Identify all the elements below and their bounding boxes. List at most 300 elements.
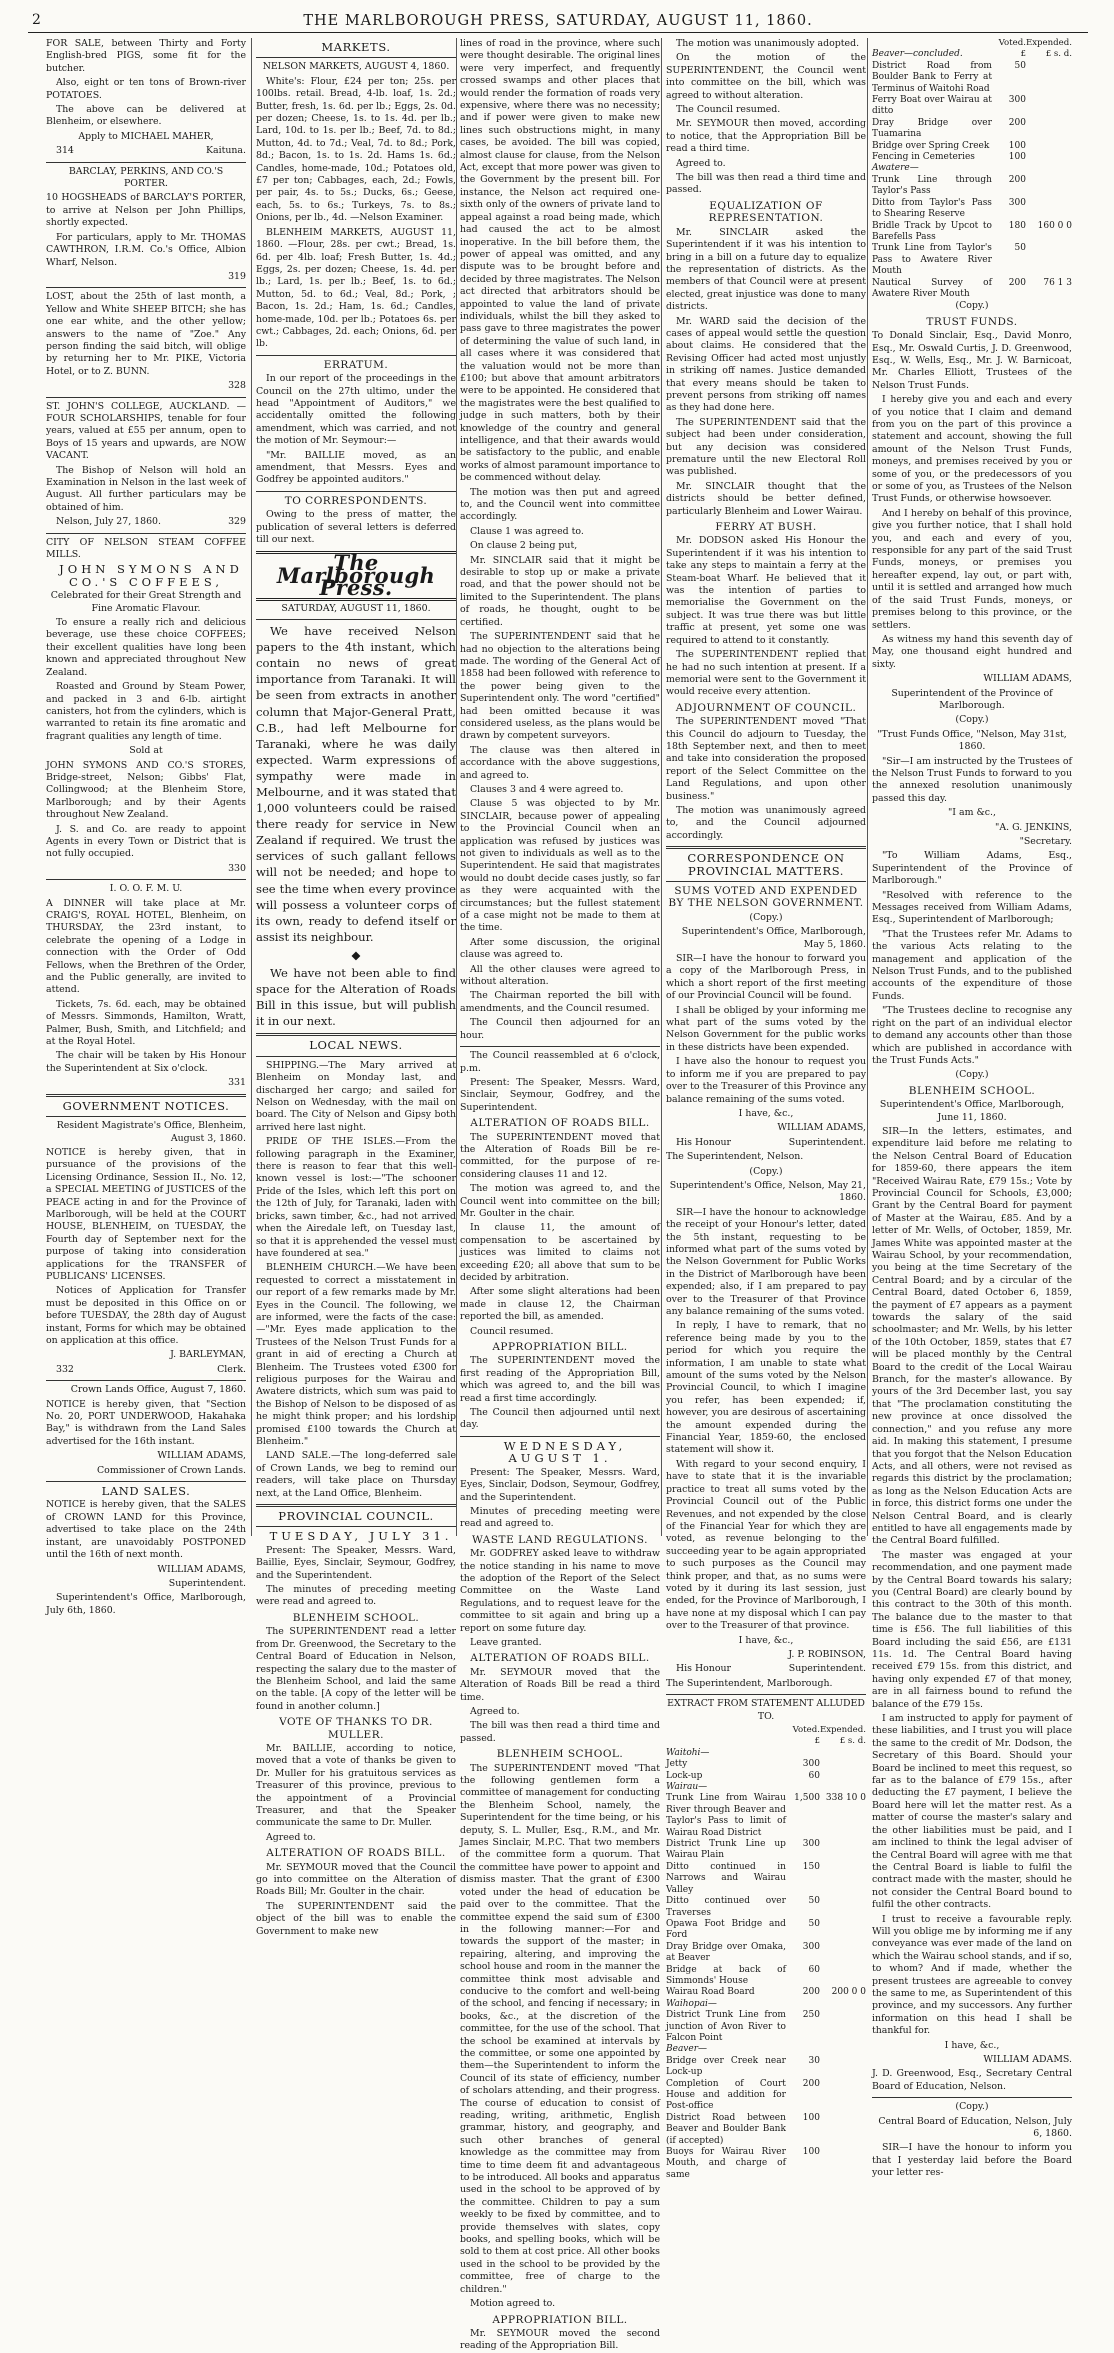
advert-coffee bbox=[46, 537, 246, 876]
subheading: VOTE OF THANKS TO DR. MULLER. bbox=[279, 1716, 433, 1741]
notice-role: Clerk. bbox=[217, 1363, 246, 1375]
table-row bbox=[666, 1942, 866, 1965]
article-text: In our report of the proceedings in the Council on the 27th ultimo, under the head "Appointment of Auditors," we accidentally omitted the following amendment, which was carried, and not the motion of Mr. Seymour:— bbox=[256, 373, 456, 447]
table-row bbox=[872, 163, 1072, 174]
table-cell-voted: 300 bbox=[802, 1941, 820, 1952]
table-cell-item: Awatere— bbox=[872, 163, 919, 174]
letter-closing: I have, &c., bbox=[738, 1107, 794, 1119]
advert-text: A DINNER will take place at Mr. CRAIG'S, ROYAL HOTEL, Blenheim, on THURSDAY, the 23rd instant, to celebrate the opening of a Lodge in connection with the Order of Odd Fellows, when the Brethren of the Order, and the Public generally, are invited to attend. bbox=[46, 897, 246, 996]
advert-text: JOHN SYMONS AND CO.'S STORES, Bridge-street, Nelson; Gibbs' Flat, Collingwood; at the Blenheim Store, Marlborough; and by their Agents throughout New Zealand. bbox=[46, 759, 246, 821]
advert-brand: JOHN SYMONS AND CO.'S COFFEES, bbox=[59, 562, 243, 589]
article-text: Minutes of preceding meeting were read and agreed to. bbox=[460, 1505, 660, 1530]
table-row bbox=[872, 141, 1072, 152]
subheading: ADJOURNMENT OF COUNCIL. bbox=[675, 701, 857, 714]
table-cell-exp bbox=[820, 1919, 866, 1942]
advert-text: For particulars, apply to Mr. THOMAS CAWTHRON, I.R.M. Co.'s Office, Albion Wharf, Nelson. bbox=[46, 231, 246, 268]
letter-text: "That the Trustees refer Mr. Adams to the various Acts relating to the management and application of the Nelson Trust Funds, and to the published accounts of the expenditure of those Funds. bbox=[872, 928, 1072, 1002]
subheading: TRUST FUNDS. bbox=[926, 315, 1018, 328]
notice-text: NOTICE is hereby given, that "Section No. 20, PORT UNDERWOOD, Hakahaka Bay," is withdrawn from the Land Sales advertised for the 16th instant. bbox=[46, 1398, 246, 1447]
table-row bbox=[666, 1965, 866, 1988]
divider bbox=[46, 1094, 246, 1097]
article-text: The Council reassembled at 6 o'clock, p.m. bbox=[460, 1050, 660, 1074]
letter-text: I shall be obliged by your informing me what part of the sums voted by the Nelson Government for the public works in these districts have been expended. bbox=[666, 1004, 866, 1053]
table-unit-row bbox=[666, 1736, 866, 1747]
copy-label: (Copy.) bbox=[955, 300, 989, 312]
table-cell-voted: 180 bbox=[1008, 220, 1026, 231]
table-row bbox=[666, 1793, 866, 1839]
notice-signature: WILLIAM ADAMS, bbox=[157, 1450, 246, 1462]
table-unit-row bbox=[872, 49, 1072, 60]
table-cell-item: District Road from Boulder Bank to Ferry at Terminus of Waitohi Road bbox=[872, 60, 992, 94]
divider bbox=[46, 162, 246, 163]
notice-signature: J. BARLEYMAN, bbox=[170, 1349, 246, 1361]
subheading: FERRY AT BUSH. bbox=[715, 521, 817, 534]
article-text: All the other clauses were agreed to without alteration. bbox=[460, 963, 660, 988]
newspaper-flag: The Marlborough Press. bbox=[256, 551, 456, 600]
expenditure-table bbox=[666, 1725, 866, 2181]
table-cell-item: Trunk Line from Taylor's Pass to Awatere River Mouth bbox=[872, 243, 992, 277]
letter-text: With regard to your second enquiry, I have to state that it is the invariable practice to treat all sums voted by the Provincial Council out of the Public Revenues, and not expended by the close of the Financial Year for which they are voted, as revenue belonging to the succeeding year to be again appropriated to such purposes as the Council may think proper, and that, as no sums were voted by it during its last session, just ended, for the Province of Marlborough, I have none at my disposal which I can pay over to the Treasurer of that province. bbox=[666, 1458, 866, 1632]
section-heading: MARKETS. bbox=[321, 40, 391, 54]
table-cell-exp bbox=[1026, 152, 1072, 163]
article-text: Mr. SEYMOUR then moved, according to notice, that the Appropriation Bill be read a third time. bbox=[666, 118, 866, 155]
table-row bbox=[872, 95, 1072, 118]
table-header-row bbox=[872, 38, 1072, 49]
subheading: ALTERATION OF ROADS BILL. bbox=[470, 1117, 650, 1130]
article-text: SHIPPING.—The Mary arrived at Blenheim on Monday last, and discharged her cargo; and sailed for Nelson on Wednesday, with the mail on board. The City of Nelson and Gipsy both arrived here last night. bbox=[256, 1059, 456, 1133]
letter-role: Superintendent. bbox=[788, 1663, 866, 1675]
divider bbox=[256, 1056, 456, 1057]
table-row bbox=[666, 1999, 866, 2010]
divider bbox=[256, 355, 456, 356]
table-cell-voted: 100 bbox=[802, 2147, 820, 2158]
table-cell-exp bbox=[820, 2056, 866, 2079]
article-text: Mr. SINCLAIR asked the Superintendent if it was his intention to bring in a bill on a future day to equalize the representation of districts. As the members of that Council were at present elected, great injustice was done to many districts. bbox=[666, 226, 866, 313]
advert-date: Nelson, July 27, 1860. bbox=[56, 516, 162, 528]
divider bbox=[46, 1380, 246, 1381]
divider bbox=[46, 397, 246, 398]
notice-footer bbox=[46, 1364, 246, 1376]
subheading: WEDNESDAY, AUGUST 1. bbox=[503, 1438, 627, 1466]
column-2 bbox=[256, 38, 456, 1937]
notice-office: Resident Magistrate's Office, Blenheim, August 3, 1860. bbox=[56, 1120, 246, 1144]
article-text: The motion was agreed to, and the Council went into committee on the bill; Mr. Goulter in the chair. bbox=[460, 1183, 660, 1219]
subheading: EXTRACT FROM STATEMENT ALLUDED TO. bbox=[667, 1698, 865, 1722]
table-header-row bbox=[666, 1725, 866, 1736]
subheading: ALTERATION OF ROADS BILL. bbox=[470, 1652, 650, 1665]
table-cell-item: Waihopai— bbox=[666, 1998, 717, 2009]
notice-office: Superintendent's Office, Marlborough, July 6th, 1860. bbox=[46, 1592, 246, 1616]
table-cell-item: Fencing in Cemeteries bbox=[872, 152, 975, 163]
advert-footer bbox=[46, 145, 246, 157]
table-cell-item: Completion of Court House and addition for Post-office bbox=[666, 2078, 786, 2112]
column-3 bbox=[460, 38, 661, 2352]
letter-text: I hereby give you and each and every of you notice that I claim and demand from you on the part of this province a statement and account, showing the full amount of the Nelson Trust Funds, moneys, and premises received by you or some of you, or the predecessors of you or some of you, as Trustees of the Nelson Trust Funds, or otherwise howsoever. bbox=[872, 394, 1072, 505]
article-text: BLENHEIM MARKETS, AUGUST 11, 1860. —Flour, 28s. per cwt.; Bread, 1s. 6d. per 4lb. loaf; Fresh Butter, 1s. 4d.; Eggs, 2s. per dozen; Cheese, 1s. 4d. per lb.; Lard, 1s. per lb.; Beef, 1s. to 6d.; Mutton, 5d. to 6d.; Veal, 8d.; Pork, ; Bacon, 1s. 2d.; Ham, 1s. 6d.; Candles, home-made, 10d. per lb.; Potatoes 6s. per cwt.; Cabbages, 2d. each; Onions, 6d. per lb. bbox=[256, 226, 456, 350]
letter-text: I have also the honour to request you to inform me if you are prepared to pay over to the Treasurer of this Province any balance remaining of the sums voted. bbox=[666, 1056, 866, 1105]
table-cell-exp bbox=[1026, 175, 1072, 198]
letter-text: "Sir—I am instructed by the Trustees of the Nelson Trust Funds to forward to you the annexed resolution unanimously passed this day. bbox=[872, 755, 1072, 804]
letter-office: Superintendent's Office, Marlborough, June 11, 1860. bbox=[879, 1099, 1065, 1123]
letter-text: "Resolved with reference to the Messages received from William Adams, Esq., Superintendent of Marlborough; bbox=[872, 889, 1072, 926]
copy-label: (Copy.) bbox=[749, 1165, 783, 1177]
advert-number: 331 bbox=[228, 1077, 246, 1089]
article-text: Owing to the press of matter, the publication of several letters is deferred till our next. bbox=[256, 509, 456, 546]
table-cell-item: Trunk Line from Wairau River through Beaver and Taylor's Pass to limit of Wairau Road District bbox=[666, 1793, 786, 1838]
subheading: APPROPRIATION BILL. bbox=[492, 2313, 628, 2326]
article-text: Present: The Speaker, Messrs. Ward, Baillie, Eyes, Sinclair, Seymour, Godfrey, and the Superintendent. bbox=[256, 1544, 456, 1581]
divider bbox=[256, 57, 456, 58]
article-text: The motion was then put and agreed to, and the Council went into committee accordingly. bbox=[460, 486, 660, 523]
table-row bbox=[666, 1896, 866, 1919]
letter-signature: "A. G. JENKINS, bbox=[995, 821, 1072, 833]
letter-to: J. D. Greenwood, Esq., Secretary Central Board of Education, Nelson. bbox=[872, 2068, 1072, 2092]
letter-text: SIR—I have the honour to acknowledge the receipt of your Honour's letter, dated the 5th instant, requesting to be informed what part of the sums voted by the Nelson Government for Public Works in the District of Marlborough have been expended; also, if I am prepared to pay over to the Treasurer of that Province any balance remaining of the sums voted. bbox=[666, 1206, 866, 1317]
table-cell-voted: 200 bbox=[1008, 117, 1026, 128]
letter-text: As witness my hand this seventh day of May, one thousand eight hundred and sixty. bbox=[872, 633, 1072, 670]
article-text: Mr. SEYMOUR moved the second reading of the Appropriation Bill. bbox=[460, 2327, 660, 2352]
table-row bbox=[666, 2079, 866, 2113]
table-row bbox=[872, 152, 1072, 163]
column-1 bbox=[46, 38, 247, 1616]
copy-label: (Copy.) bbox=[955, 714, 989, 726]
table-cell-voted: 200 bbox=[802, 2078, 820, 2089]
table-cell-voted: 250 bbox=[802, 2010, 820, 2021]
table-cell-exp: 200 0 0 bbox=[831, 1987, 866, 1998]
article-text: PRIDE OF THE ISLES.—From the following paragraph in the Examiner, there is reason to fear that this well-known vessel is lost:—"The schooner Pride of the Isles, which left this port on the 12th of July, for Taranaki, laden with bricks, sawn timber, &c., had not arrived when the Airedale left, on Tuesday last, so that it is apprehended the vessel must have foundered at sea." bbox=[256, 1136, 456, 1259]
divider bbox=[46, 533, 246, 534]
article-text: The SUPERINTENDENT moved the first reading of the Appropriation Bill, which was agreed to, and the bill was read a first time accordingly. bbox=[460, 1355, 660, 1404]
notice-role: Superintendent. bbox=[168, 1577, 246, 1589]
government-notices bbox=[46, 1100, 246, 1477]
article-text: The minutes of preceding meeting were read and agreed to. bbox=[256, 1584, 456, 1608]
article-text: After some discussion, the original clause was agreed to. bbox=[460, 936, 660, 961]
divider bbox=[46, 879, 246, 880]
letter-footer bbox=[666, 1663, 866, 1675]
table-cell-voted bbox=[786, 1748, 820, 1759]
article-text: The SUPERINTENDENT moved "That this Council do adjourn to Tuesday, the 18th September next, and then to meet and take into consideration the proposed report of the Select Committee on the Land Regulations, and upon other business." bbox=[666, 716, 866, 802]
letter-closing: I have, &c., bbox=[944, 2039, 1000, 2051]
table-cell-voted: 50 bbox=[1014, 243, 1026, 254]
table-cell-exp bbox=[1026, 118, 1072, 141]
table-row bbox=[666, 1759, 866, 1770]
letter-office: Superintendent's Office, Marlborough, May 5, 1860. bbox=[681, 926, 866, 950]
expenditure-table-continued bbox=[872, 38, 1072, 300]
section-heading: LAND SALES. bbox=[101, 1484, 191, 1499]
notice-signature: WILLIAM ADAMS, bbox=[157, 1563, 246, 1575]
advert-lost bbox=[46, 291, 246, 392]
table-cell-item: Waitohi— bbox=[666, 1747, 710, 1758]
table-cell-item: Ditto continued over Traverses bbox=[666, 1896, 786, 1918]
land-sales bbox=[46, 1485, 246, 1617]
article-text: The SUPERINTENDENT moved "That the following gentlemen form a committee of management for conducting the Blenheim School, namely, the Superintendent for the time being, or his deputy, S. L. Muller, Esq., R.M., and Mr. James Sinclair, M.P.C. That two members of the committee form a quorum. That the committee have power to appoint and dismiss master. That the grant of £300 voted under the head of education be paid over to the committee. That the committee expend the said sum of £300 in the following manner:—For and towards the support of the master; in repairing, altering, and improving the school house and room in the manner the committee think most advisable and conducive to the comfort and well-being of the school, and fencing if necessary; in books, &c., at the discretion of the committee, for the use of the school. That the school be examined at intervals by the committee, or some one appointed by them—the Superintendent to inform the Council of its state of efficiency, number of scholars attending, and their progress. The course of education to consist of reading, writing, arithmetic, English grammar, history, and geography, and such other branches of general knowledge as the committee may from time to time deem fit and advantageous to be introduced. All books and apparatus used in the school to be approved of by the committee. Children to pay a sum weekly to be fixed by committee, and to provide themselves with slates, copy books, and spelling books, which will be sold to them at cost price. All other books used in the school to be provided by the committee, free of charge to the children." bbox=[460, 1762, 660, 2295]
table-cell-item: Jetty bbox=[666, 1759, 688, 1770]
table-cell-exp bbox=[820, 2147, 866, 2181]
letter-signature: WILLIAM ADAMS. bbox=[983, 2054, 1072, 2065]
section-heading: CORRESPONDENCE ON PROVINCIAL MATTERS. bbox=[687, 851, 845, 878]
article-text: The motion was unanimously agreed to, and the Council adjourned accordingly. bbox=[666, 804, 866, 841]
article-text: The SUPERINTENDENT said that he had no objection to the alterations being made. The wording of the General Act of 1858 had been followed with reference to the power being given to the Superintendent only. The word "certified" had been omitted because it was considered useless, as the plans would be drawn by competent surveyors. bbox=[460, 631, 660, 742]
table-cell-exp bbox=[820, 2113, 866, 2147]
table-cell-voted: 50 bbox=[808, 1896, 820, 1907]
advert-signature: Apply to MICHAEL MAHER, bbox=[78, 130, 214, 142]
article-text: The SUPERINTENDENT moved that the Alteration of Roads Bill be re-committed, for the purpose of re-considering clauses 11 and 12. bbox=[460, 1131, 660, 1180]
table-cell-exp bbox=[1026, 95, 1072, 118]
article-text: Motion agreed to. bbox=[470, 2298, 556, 2310]
article-text: Mr. SINCLAIR thought that the districts should be better defined, particularly Blenheim and Lower Wairau. bbox=[666, 480, 866, 517]
advert-text: The above can be delivered at Blenheim, or elsewhere. bbox=[46, 104, 246, 128]
table-cell-exp: 160 0 0 bbox=[1037, 220, 1072, 231]
letter-role: Superintendent of the Province of Marlborough. bbox=[891, 687, 1053, 711]
table-cell-voted: 60 bbox=[808, 1770, 820, 1781]
table-cell-exp bbox=[820, 1999, 866, 2010]
table-cell-voted: 30 bbox=[808, 2055, 820, 2066]
article-text: "Mr. BAILLIE moved, as an amendment, that Messrs. Eyes and Godfrey be appointed auditors." bbox=[256, 449, 456, 486]
table-row bbox=[872, 243, 1072, 277]
article-text: Present: The Speaker, Messrs. Ward, Eyes, Sinclair, Dodson, Seymour, Godfrey, and the Superintendent. bbox=[460, 1466, 660, 1503]
article-text: Leave granted. bbox=[470, 1636, 542, 1648]
letter-text: "The Trustees decline to recognise any right on the part of an individual elector to demand any accounts other than those which are published in accordance with the Trust Funds Acts." bbox=[872, 1005, 1072, 1066]
divider bbox=[256, 491, 456, 492]
divider bbox=[256, 1526, 456, 1527]
column-5 bbox=[872, 38, 1072, 2179]
letter-signature: WILLIAM ADAMS, bbox=[983, 673, 1072, 685]
article-text: The Council resumed. bbox=[676, 104, 781, 116]
table-cell-exp bbox=[1026, 198, 1072, 221]
advert-text: Also, eight or ten tons of Brown-river POTATOES. bbox=[46, 77, 246, 101]
table-cell-voted: 200 bbox=[802, 1987, 820, 1998]
article-text: Mr. BAILLIE, according to notice, moved that a vote of thanks be given to Dr. Muller for his gratuitous services as Treasurer of this province, previous to the appointment of a Provincial Treasurer, and that the Speaker communicate the same to Dr. Muller. bbox=[256, 1742, 456, 1829]
section-heading: GOVERNMENT NOTICES. bbox=[62, 1098, 230, 1113]
table-cell-item: District Trunk Line up Wairau Plain bbox=[666, 1839, 786, 1861]
letter-to: "To William Adams, Esq., Superintendent of the Province of Marlborough." bbox=[872, 850, 1072, 887]
letter-text: I trust to receive a favourable reply. Will you oblige me by informing me if any conveyance was ever made of the land on which the Wairau school stands, and if so, to whom? And if made, whether the present trustees are agreeable to convey the same to me, as Superintendent of this province, and my successors. Any further information on this head I shall be thankful for. bbox=[872, 1913, 1072, 2037]
table-cell-item: Lock-up bbox=[666, 1770, 703, 1781]
letter-text: SIR—I have the honour to forward you a copy of the Marlborough Press, in which a short report of the first meeting of our Provincial Council will be found. bbox=[666, 953, 866, 1002]
table-cell-exp: 76 1 3 bbox=[1043, 277, 1072, 288]
letter-signature: WILLIAM ADAMS, bbox=[777, 1122, 866, 1134]
article-text: On clause 2 being put, bbox=[470, 540, 578, 552]
article-text: Mr. SEYMOUR moved that the Council go into committee on the Alteration of Roads Bill; Mr. Goulter in the chair. bbox=[256, 1861, 456, 1898]
article-text: The clause was then altered in accordance with the above suggestions, and agreed to. bbox=[460, 744, 660, 781]
table-cell-item: Nautical Survey of Awatere River Mouth bbox=[872, 277, 992, 299]
table-cell-item: Buoys for Wairau River Mouth, and charge of same bbox=[666, 2147, 786, 2180]
advert-text: Roasted and Ground by Steam Power, and packed in 3 and 6-lb. airtight canisters, hot from the cylinders, which is warranted to retain its fine aromatic and fragrant qualities any length of time. bbox=[46, 681, 247, 742]
table-cell-exp bbox=[820, 1896, 866, 1919]
notice-role: Commissioner of Crown Lands. bbox=[97, 1464, 246, 1476]
divider bbox=[460, 1436, 660, 1437]
divider bbox=[460, 1046, 660, 1047]
subheading: BLENHEIM SCHOOL. bbox=[292, 1611, 420, 1624]
table-row bbox=[666, 1782, 866, 1793]
article-text: In clause 11, the amount of compensation to be ascertained by justices was limited to claims not exceeding £20; all above that sum to be decided by arbitration. bbox=[460, 1222, 660, 1283]
table-row bbox=[872, 118, 1072, 141]
table-cell-voted: 100 bbox=[1008, 140, 1026, 151]
advert-heading: I. O. O. F. M. U. bbox=[109, 883, 183, 895]
notice-office: Crown Lands Office, August 7, 1860. bbox=[70, 1384, 246, 1396]
letter-text: And I hereby on behalf of this province, give you further notice, that I shall hold you, and each and every of you, responsible for any part of the said Trust Funds, moneys, or premises you hereafter expend, lay out, or part with, until it is settled and arranged how much of the said Trust Funds, moneys, or premises belong to this province, or the settlers. bbox=[872, 507, 1072, 631]
subheading: NELSON MARKETS, AUGUST 4, 1860. bbox=[262, 61, 450, 73]
article-text: The Council then adjourned until next day. bbox=[460, 1407, 660, 1431]
table-cell-item: Wairau— bbox=[666, 1782, 708, 1793]
flag-date: SATURDAY, AUGUST 11, 1860. bbox=[281, 602, 431, 614]
table-cell-item: Bridge over Creek near Lock-up bbox=[666, 2055, 786, 2078]
letter-text: The master was engaged at your recommendation, and one payment made by the Central Board towards his salary; you (Central Board) are clearly bound by this contract to the 30th of this month. The balance due to the master to that time is £56. The full liabilities of this Board including the said £56, are £131 11s. 1d. The Central Board having received £79 15s. from this district, and having only expended £7 of that money, are in all fairness bound to refund the balance of the £79 15s. bbox=[872, 1549, 1072, 1710]
table-cell-exp bbox=[820, 2044, 866, 2055]
table-cell-item: Beaver— bbox=[666, 2044, 708, 2055]
letter-to: The Superintendent, Nelson. bbox=[666, 1151, 804, 1163]
article-text: On the motion of the SUPERINTENDENT, the Council went into committee on the bill, which was agreed to without alteration. bbox=[666, 52, 866, 101]
article-text: The bill was then read a third time and passed. bbox=[666, 172, 866, 196]
table-cell-exp bbox=[820, 1839, 866, 1862]
table-cell-voted: 300 bbox=[802, 1839, 820, 1850]
table-cell-exp bbox=[820, 1965, 866, 1988]
letter-signature: J. P. ROBINSON, bbox=[788, 1648, 866, 1660]
letter-footer bbox=[666, 1137, 866, 1149]
letter-office: Central Board of Education, Nelson, July 6, 1860. bbox=[878, 2115, 1072, 2140]
table-cell-item: District Trunk Line from junction of Avon River to Falcon Point bbox=[666, 2010, 786, 2043]
letter-text: I am instructed to apply for payment of these liabilities, and I trust you will place the same to the credit of Mr. Dodson, the Secretary of this Board. Should your Board be inclined to meet this request, so far as to the balance of £79 15s., after deducting the £7 payment, I believe the Board here will let the matter rest. As a matter of course the master's salary and the other liabilities must be paid, and I am inclined to think the legal adviser of the Central Board will agree with me that the Central Board is liable to fulfil the contract made with the master, should he not consider the Central Board bound to fulfil the other contracts. bbox=[872, 1713, 1072, 1911]
advert-number: 319 bbox=[228, 270, 246, 282]
article-text: LAND SALE.—The long-deferred sale of Crown Lands, we beg to remind our readers, will take place on Thursday next, at the Land Office, Blenheim. bbox=[256, 1450, 456, 1499]
section-heading: LOCAL NEWS. bbox=[309, 1038, 403, 1053]
article-text: BLENHEIM CHURCH.—We have been requested to correct a misstatement in our report of a few remarks made by Mr. Eyes in the Council. The following, we are informed, were the facts of the case:—"Mr. Eyes made application to the Trustees of the Nelson Trust Funds for a grant in aid of erecting a Church at Blenheim. The Trustees voted £300 for religious purposes for the Wairau and Awatere districts, which sum was paid to the Bishop of Nelson to be disposed of as he might think proper; and his lordship promised £100 towards the Church at Blenheim." bbox=[256, 1262, 456, 1447]
letter-to: His Honour bbox=[676, 1136, 731, 1148]
article-text: Mr. GODFREY asked leave to withdraw the notice standing in his name to move the adoption of the Report of the Select Committee on the Waste Land Regulations, and to request leave for the committee to sit again and bring up a report on some future day. bbox=[460, 1548, 660, 1634]
table-cell-exp bbox=[1026, 61, 1072, 95]
column-unit: £ s. d. bbox=[1045, 49, 1072, 60]
divider bbox=[46, 1481, 246, 1482]
table-cell-item: Bridle Track by Upcot to Barefells Pass bbox=[872, 220, 992, 242]
article-text: Present: The Speaker, Messrs. Ward, Sinclair, Seymour, Godfrey, and the Superintendent. bbox=[460, 1076, 660, 1113]
table-cell-voted bbox=[786, 1782, 820, 1793]
letter-closing: "I am &c., bbox=[947, 807, 996, 819]
column-rule bbox=[456, 38, 457, 1536]
article-text: We have not been able to find space for the Alteration of Roads Bill in this issue, but will publish it in our next. bbox=[256, 966, 456, 1029]
table-cell-exp: 338 10 0 bbox=[825, 1793, 866, 1804]
subheading: SUMS VOTED AND EXPENDED BY THE NELSON GOVERNMENT. bbox=[668, 885, 864, 910]
divider bbox=[46, 287, 246, 288]
article-text: Mr. SINCLAIR said that it might be desirable to stop up or make a private road, and that the power should not be limited to the Superintendent. The plans of roads, he thought, ought to be certified. bbox=[460, 554, 660, 628]
section-heading: TO CORRESPONDENTS. bbox=[284, 494, 428, 507]
advert-number: 314 bbox=[56, 145, 74, 157]
column-unit: £ s. d. bbox=[839, 1736, 866, 1747]
table-cell-exp bbox=[820, 1862, 866, 1896]
article-text: Agreed to. bbox=[266, 1831, 316, 1843]
table-row bbox=[666, 1771, 866, 1782]
table-cell-exp bbox=[1026, 243, 1072, 277]
column-header: Voted. bbox=[998, 38, 1026, 48]
article-text: White's: Flour, £24 per ton; 25s. per 100lbs. retail. Bread, 4-lb. loaf, 1s. 2d.; Butter, fresh, 1s. 6d. per lb.; Eggs, 2s. 0d. per dozen; Cheese, 1s. to 1s. 4d. per lb.; Lard, 10d. to 1s. per lb.; Beef, 7d. to 8d.; Mutton, 4d. to 7d.; Veal, 7d. to 8d.; Pork, 8d.; Bacon, 1s. to 1s. 2d. Hams 1s. 6d.; Candles, home-made, 10d.; Potatoes old, £7 per ton; Cabbages, each, 2d.; Fowls, per pair, 4s. to 5s.; Ducks, 6s.; Geese, each, 5s. to 6s.; Turkeys, 7s. to 8s.; Onions, per lb., 4d. —Nelson Examiner. bbox=[256, 75, 456, 224]
masthead bbox=[28, 10, 1088, 33]
divider bbox=[256, 619, 456, 620]
table-cell-voted: 60 bbox=[808, 1964, 820, 1975]
advert-text: The Bishop of Nelson will hold an Examination in Nelson in the last week of August. All further particulars may be obtained of him. bbox=[46, 464, 246, 513]
table-cell-exp bbox=[1026, 141, 1072, 152]
subheading: BLENHEIM SCHOOL. bbox=[908, 1084, 1036, 1097]
article-text: After some slight alterations had been made in clause 12, the Chairman reported the bill, as amended. bbox=[460, 1286, 660, 1323]
article-text: The Chairman reported the bill with amendments, and the Council resumed. bbox=[460, 990, 660, 1014]
table-cell-exp bbox=[1026, 163, 1072, 174]
notice-text: NOTICE is hereby given, that in pursuance of the provisions of the Licensing Ordinance, Session II., No. 12, a SPECIAL MEETING of JUSTICES of the PEACE acting in and for the Province of Marlborough, will be held at the COURT HOUSE, BLENHEIM, on TUESDAY, the Fourth day of September next for the purpose of taking into consideration applications for the TRANSFER of PUBLICANS' LICENSES. bbox=[46, 1146, 246, 1282]
ornament: ◆ bbox=[351, 947, 361, 962]
article-text: The Council then adjourned for an hour. bbox=[460, 1017, 660, 1041]
advert-text: Sold at bbox=[129, 745, 163, 757]
subheading: TUESDAY, JULY 31. bbox=[269, 1529, 453, 1544]
article-text: The SUPERINTENDENT said the object of the bill was to enable the Government to make new bbox=[256, 1900, 456, 1937]
article-text: Mr. DODSON asked His Honour the Superintendent if it was his intention to take any steps to maintain a ferry at the Steam-boat Wharf. He believed that it was the intention of parties to memorialise the Government on the subject. It was true there was but little traffic at present, yet some one was required to attend to it constantly. bbox=[666, 535, 866, 646]
article-text: The bill was then read a third time and passed. bbox=[460, 1720, 660, 1744]
table-cell-exp bbox=[820, 1771, 866, 1782]
subheading: BLENHEIM SCHOOL. bbox=[496, 1748, 624, 1761]
table-row bbox=[666, 1862, 866, 1896]
article-text: Mr. SEYMOUR moved that the Alteration of Roads Bill be read a third time. bbox=[460, 1666, 660, 1703]
advert-subheading: Celebrated for their Great Strength and Fine Aromatic Flavour. bbox=[50, 590, 242, 614]
advert-number: 329 bbox=[228, 516, 246, 528]
table-cell-item: Ferry Boat over Wairau at ditto bbox=[872, 95, 992, 117]
column-rule bbox=[661, 38, 662, 1536]
column-rule bbox=[251, 38, 252, 1536]
advert-pigs bbox=[46, 38, 246, 158]
letter-closing: I have, &c., bbox=[738, 1634, 794, 1646]
table-cell-voted: 200 bbox=[1008, 277, 1026, 288]
table-row bbox=[666, 2044, 866, 2055]
article-text: We have received Nelson papers to the 4th instant, which contain no news of great importance from Taranaki. It will be seen from extracts in another column that Major-General Pratt, C.B., had left Melbourne for Taranaki, where he was daily expected. Warm expressions of sympathy were made in Melbourne, and it was stated that 1,000 volunteers could be raised there ready for service in New Zealand if required. We trust the services of such gallant fellows will not be needed; and hope to see the time when every province will possess a volunteer corps of its own, ready to defend itself or assist its neighbour. bbox=[256, 624, 456, 944]
table-row bbox=[666, 2113, 866, 2147]
table-cell-voted bbox=[786, 2044, 820, 2055]
table-cell-exp bbox=[820, 1759, 866, 1770]
advert-footer bbox=[46, 516, 246, 528]
article-text: The SUPERINTENDENT read a letter from Dr. Greenwood, the Secretary to the Central Board of Education in Nelson, respecting the salary due to the master of the Blenheim School, and laid the same on the table. [A copy of the letter will be found in another column.] bbox=[256, 1626, 456, 1712]
table-cell-item: Ditto continued in Narrows and Wairau Valley bbox=[666, 1861, 786, 1895]
table-cell-item: Wairau Road Board bbox=[666, 1987, 755, 1998]
divider bbox=[256, 1504, 456, 1507]
letter-to: To Donald Sinclair, Esq., David Monro, Esq., Mr. Oswald Curtis, J. D. Greenwood, Esq., W. Wells, Esq., Mr. J. W. Barnicoat, Mr. Charles Elliott, Trustees of the Nelson Trust Funds. bbox=[872, 330, 1072, 391]
column-unit: £ bbox=[814, 1736, 820, 1747]
table-row bbox=[666, 1919, 866, 1942]
table-cell-voted: 1,500 bbox=[794, 1793, 820, 1804]
advert-text: LOST, about the 25th of last month, a Yellow and White SHEEP BITCH; she has one ear white, and the other yellow; answers to the name of "Zoe." Any person finding the said bitch, will oblige by returning her to Mr. PIKE, Victoria Hotel, or to Z. BUNN. bbox=[46, 291, 246, 377]
notice-text: NOTICE is hereby given, that the SALES of CROWN LAND for this Province, advertised to take place on the 24th instant, are unavoidably POSTPONED until the 16th of next month. bbox=[46, 1499, 246, 1561]
table-row bbox=[872, 198, 1072, 221]
table-row bbox=[666, 1839, 866, 1862]
advert-text: J. S. and Co. are ready to appoint Agents in every Town or District that is not fully occupied. bbox=[46, 823, 246, 860]
subheading: WASTE LAND REGULATIONS. bbox=[472, 1533, 648, 1546]
advert-text: FOR SALE, between Thirty and Forty English-bred PIGS, some fit for the butcher. bbox=[46, 38, 246, 74]
subheading: ALTERATION OF ROADS BILL. bbox=[266, 1847, 446, 1860]
letter-text: SIR—In the letters, estimates, and expenditure laid before me relating to the Nelson Central Board of Education for 1859-60, there appears the item "Received Wairau Rate, £79 15s.; Vote by Provincial Council for Schools, £3,000; Grant by the Central Board for payment of Master at the Wairau, £85. And by a letter of Mr. Wells, of October, 1859, Mr. James White was appointed master at the Wairau School, by your recommendation, you being at the time Secretary of the Central Board; and by a circular of the Central Board, dated October 6, 1859, the payment of £7 appears as a payment towards the salary of the said schoolmaster; and Mr. Wells, by his letter of the 10th October, 1859, states that £7 will be placed monthly by the Central Board to the credit of the Local Wairau Branch, for the master's allowance. By yours of the 3rd December last, you say that "The proclamation constituting the new province at once dissolved the connection," and you refuse any more aid. In making this statement, I presume that you forgot that the Nelson Education Acts, and all others, were not revised as regards this district by the proclamation; as long as the Nelson Education Acts are in force, this district forms one under the Nelson Central Board, and is clearly entitled to have all engagements made by the Central Board fulfilled. bbox=[872, 1125, 1072, 1547]
letter-office: "Trust Funds Office, "Nelson, May 31st, 1860. bbox=[877, 728, 1067, 753]
table-cell-voted bbox=[992, 163, 1026, 174]
section-heading: PROVINCIAL COUNCIL. bbox=[278, 1509, 434, 1524]
column-header: Voted. bbox=[792, 1725, 820, 1735]
advert-number: 328 bbox=[228, 380, 246, 392]
divider bbox=[666, 846, 866, 849]
article-text: Clause 5 was objected to by Mr. SINCLAIR, because power of appealing to the Provincial Council when an application was refused by justices was not given to individuals as well as to the Superintendent. He said that magistrates would no doubt decide cases justly, so far as they were acquainted with the circumstances; but the fullest statement of a case might not be made to them at the time. bbox=[460, 798, 660, 934]
table-cell-voted: 50 bbox=[1014, 60, 1026, 71]
column-4 bbox=[666, 38, 866, 2180]
letter-to: The Superintendent, Marlborough. bbox=[666, 1677, 833, 1689]
subheading: APPROPRIATION BILL. bbox=[492, 1341, 628, 1354]
table-cell-item: Bridge over Spring Creek bbox=[872, 140, 990, 151]
table-cell-exp bbox=[820, 1748, 866, 1759]
column-rule bbox=[867, 38, 868, 1536]
column-header: Expended. bbox=[819, 1725, 866, 1735]
table-cell-voted: 150 bbox=[802, 1861, 820, 1872]
notice-text: Notices of Application for Transfer must be deposited in this Office on or before TUESDAY, the 28th day of August instant, Forms for which may be obtained on application at this office. bbox=[46, 1285, 246, 1346]
table-row bbox=[666, 2056, 866, 2079]
table-cell-item: Bridge at back of Simmonds' House bbox=[666, 1964, 786, 1986]
